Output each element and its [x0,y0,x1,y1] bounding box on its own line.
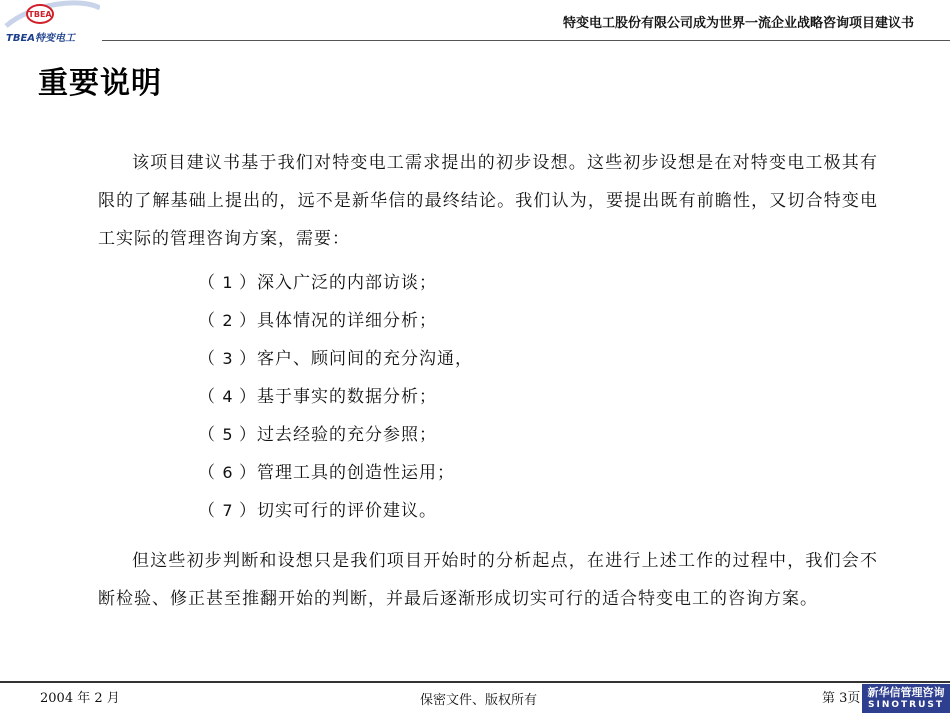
requirements-list [198,264,473,530]
page-number: 第 3页 [822,691,861,706]
logo-text: TBEA特变电工 [6,33,76,44]
list-item-text: 具体情况的详细分析； [257,311,437,331]
list-item-text: 深入广泛的内部访谈； [257,273,437,293]
list-item-number: 2 [222,311,233,330]
list-item: （ 1 ）深入广泛的内部访谈； [198,273,437,293]
closing-paragraph: 但这些初步判断和设想只是我们项目开始时的分析起点，在进行上述工作的过程中，我们会不断检验、修正甚至推翻开始的判断，并最后逐渐形成切实可行的适合特变电工的咨询方案。 [98,551,878,609]
list-item-text: 过去经验的充分参照； [257,425,437,445]
footer-divider [0,681,950,683]
list-item: （ 7 ）切实可行的评价建议。 [198,501,437,521]
list-item-text: 管理工具的创造性运用； [257,463,455,483]
footer-date: 2004 年 2 月 [40,691,120,706]
intro-paragraph: 该项目建议书基于我们对特变电工需求提出的初步设想。这些初步设想是在对特变电工极其有限的了解基础上提出的，远不是新华信的最终结论。我们认为，要提出既有前瞻性，又切合特变电工实际的管理咨询方案，需要： [98,153,878,249]
list-item-number: 5 [222,425,233,444]
footer-confidential-notice: 保密文件、版权所有 [420,693,538,708]
list-item-number: 7 [222,501,233,520]
list-item: （ 6 ）管理工具的创造性运用； [198,463,455,483]
list-item: （ 3 ）客户、顾问间的充分沟通， [198,349,473,369]
list-item-number: 4 [222,387,233,406]
list-item: （ 4 ）基于事实的数据分析； [198,387,437,407]
svg-text:TBEA: TBEA [28,10,52,19]
page-title: 重要说明 [38,66,162,101]
sinotrust-logo [862,684,950,713]
company-logo [0,0,102,44]
list-item-text: 客户、顾问间的充分沟通， [257,349,473,369]
document-header-title: 特变电工股份有限公司成为世界一流企业战略咨询项目建议书 [562,16,914,31]
list-item-number: 1 [222,273,233,292]
list-item: （ 2 ）具体情况的详细分析； [198,311,437,331]
list-item-number: 3 [222,349,233,368]
list-item-text: 切实可行的评价建议。 [257,501,437,521]
list-item-text: 基于事实的数据分析； [257,387,437,407]
footer-logo-cn: 新华信管理咨询 [867,686,945,699]
list-item: （ 5 ）过去经验的充分参照； [198,425,437,445]
header-divider [102,40,950,41]
list-item-number: 6 [222,463,233,482]
footer-logo-en: SINOTRUST [867,700,944,710]
